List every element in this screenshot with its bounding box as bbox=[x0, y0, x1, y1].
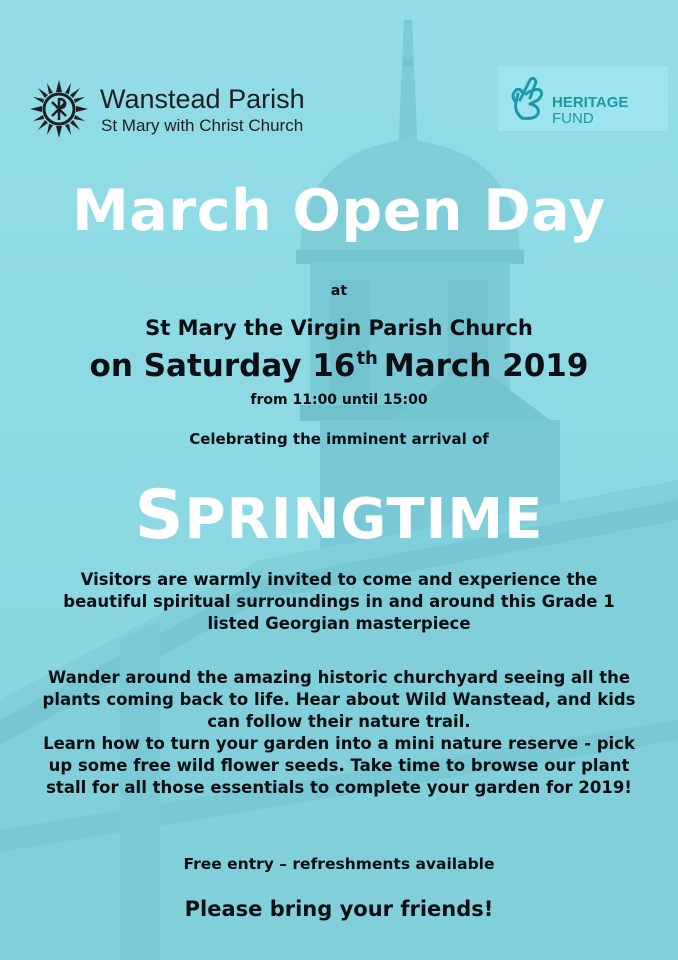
heritage-fund-line2: FUND bbox=[552, 110, 594, 127]
celebrating-text: Celebrating the imminent arrival of bbox=[189, 430, 489, 448]
sun-chi-rho-icon bbox=[28, 78, 90, 140]
event-title: March Open Day bbox=[71, 178, 607, 244]
date-ordinal: th bbox=[356, 348, 378, 369]
activities-paragraph bbox=[30, 667, 648, 799]
event-time: from 11:00 until 15:00 bbox=[250, 392, 428, 408]
springtime-headline bbox=[0, 476, 678, 555]
heritage-fund-line1: HERITAGE bbox=[552, 94, 629, 111]
event-date bbox=[0, 348, 678, 384]
venue-name: St Mary the Virgin Parish Church bbox=[145, 316, 533, 340]
parish-name: Wanstead Parish bbox=[100, 84, 305, 114]
date-rest: March 2019 bbox=[383, 348, 589, 384]
headline-initial: S bbox=[134, 476, 185, 555]
heritage-fund-badge bbox=[498, 66, 668, 131]
headline-rest: PRINGTIME bbox=[184, 487, 544, 552]
crossed-fingers-icon bbox=[508, 74, 548, 122]
churchyard-text: Wander around the amazing historic churchyard seeing all the plants coming back to life. Hear about Wild Wanstead, and kids can follow their nature trail. bbox=[42, 668, 636, 731]
free-entry-text: Free entry – refreshments available bbox=[183, 855, 495, 873]
garden-text: Learn how to turn your garden into a mini nature reserve - pick up some free wild flower seeds. Take time to browse our plant stall for all those essentials to complete your garden for 2019! bbox=[43, 734, 635, 797]
date-prefix: on Saturday 16 bbox=[89, 348, 356, 384]
closing-text: Please bring your friends! bbox=[184, 897, 494, 921]
at-label: at bbox=[330, 283, 348, 299]
parish-subtitle: St Mary with Christ Church bbox=[101, 116, 304, 135]
invitation-paragraph: Visitors are warmly invited to come and experience the beautiful spiritual surroundings in and around this Grade 1 listed Georgian masterpiece bbox=[63, 570, 615, 633]
